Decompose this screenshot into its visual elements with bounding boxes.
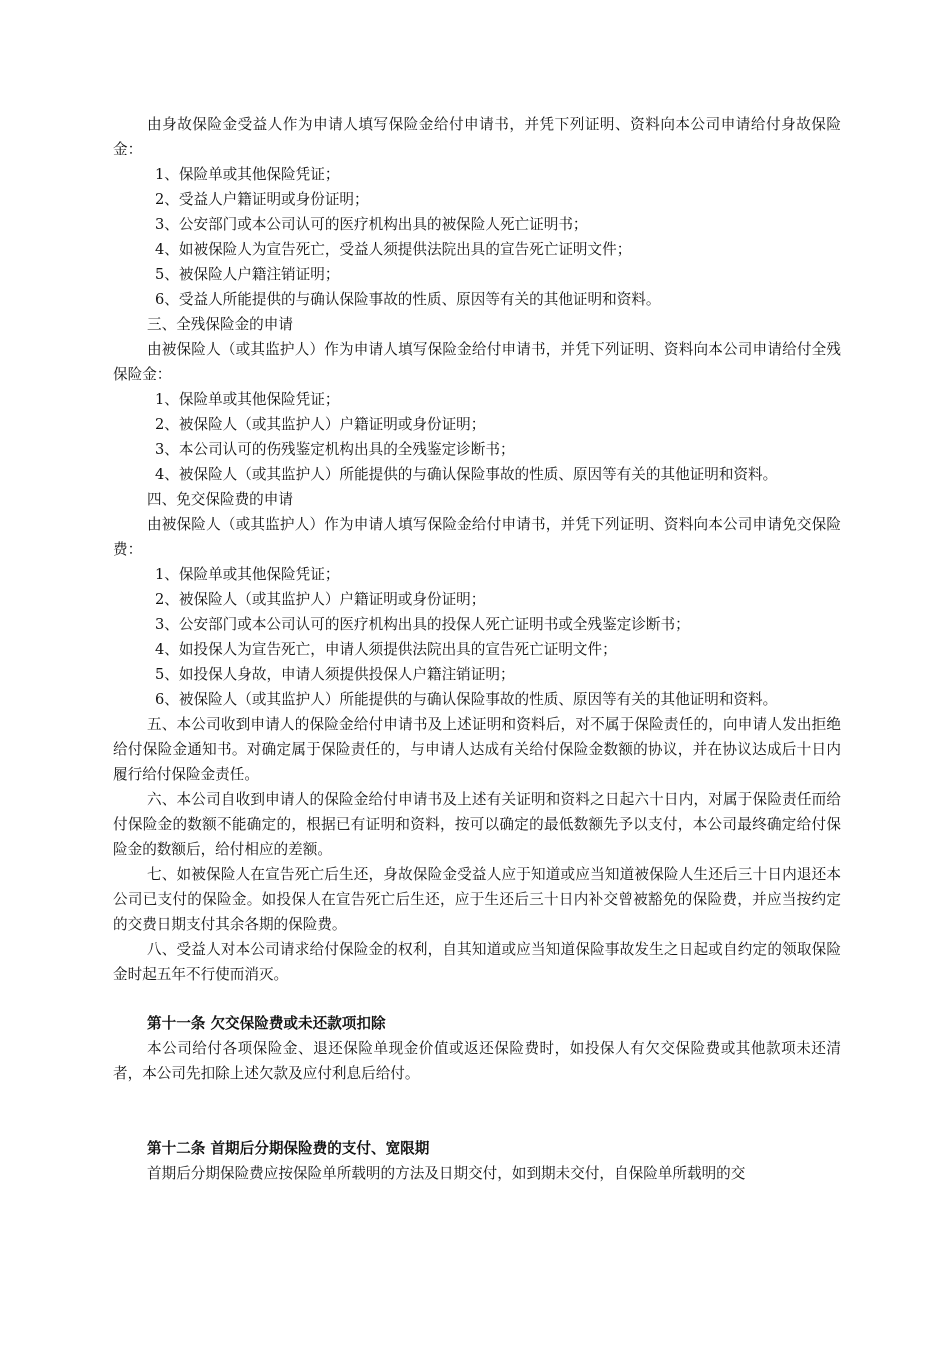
- disability-item-4: 4、被保险人（或其监护人）所能提供的与确认保险事故的性质、原因等有关的其他证明和资料。: [155, 466, 778, 483]
- clause-five: 五、本公司收到申请人的保险金给付申请书及上述证明和资料后，对不属于保险责任的，向申请人发出拒绝给付保险金通知书。对确定属于保险责任的，与申请人达成有关给付保险金数额的协议，并在协议达成后十日内履行给付保险金责任。: [113, 716, 841, 783]
- disability-intro: 由被保险人（或其监护人）作为申请人填写保险金给付申请书，并凭下列证明、资料向本公司申请给付全残保险金：: [113, 341, 841, 383]
- death-item-1: 1、保险单或其他保险凭证；: [155, 166, 340, 183]
- waiver-item-1: 1、保险单或其他保险凭证；: [155, 566, 340, 583]
- spacer: [113, 987, 841, 1011]
- waiver-item-2: 2、被保险人（或其监护人）户籍证明或身份证明；: [155, 591, 486, 608]
- death-item-2: 2、受益人户籍证明或身份证明；: [155, 191, 369, 208]
- death-item-4: 4、如被保险人为宣告死亡，受益人须提供法院出具的宣告死亡证明文件；: [155, 241, 632, 258]
- clause-six: 六、本公司自收到申请人的保险金给付申请书及上述有关证明和资料之日起六十日内，对属于保险责任而给付保险金的数额不能确定的，根据已有证明和资料，按可以确定的最低数额先予以支付，本公司最终确定给付保险金的数额后，给付相应的差额。: [113, 791, 841, 858]
- article-11-heading: 第十一条 欠交保险费或未还款项扣除: [147, 1015, 386, 1032]
- clause-eight: 八、受益人对本公司请求给付保险金的权利，自其知道或应当知道保险事故发生之日起或自约定的领取保险金时起五年不行使而消灭。: [113, 941, 841, 983]
- death-item-6: 6、受益人所能提供的与确认保险事故的性质、原因等有关的其他证明和资料。: [155, 291, 661, 308]
- disability-section-title: 三、全残保险金的申请: [147, 316, 293, 333]
- article-11-body: 本公司给付各项保险金、退还保险单现金价值或返还保险费时，如投保人有欠交保险费或其他款项未还清者，本公司先扣除上述欠款及应付利息后给付。: [113, 1040, 841, 1082]
- article-12-body: 首期后分期保险费应按保险单所载明的方法及日期交付，如到期未交付，自保险单所载明的交: [147, 1165, 746, 1182]
- disability-item-3: 3、本公司认可的伤残鉴定机构出具的全残鉴定诊断书；: [155, 441, 515, 458]
- waiver-item-5: 5、如投保人身故，申请人须提供投保人户籍注销证明；: [155, 666, 515, 683]
- death-item-3: 3、公安部门或本公司认可的医疗机构出具的被保险人死亡证明书；: [155, 216, 588, 233]
- clause-seven: 七、如被保险人在宣告死亡后生还，身故保险金受益人应于知道或应当知道被保险人生还后三十日内退还本公司已支付的保险金。如投保人在宣告死亡后生还，应于生还后三十日内补交曾被豁免的保险费，并应当按约定的交费日期支付其余各期的保险费。: [113, 866, 841, 933]
- waiver-intro: 由被保险人（或其监护人）作为申请人填写保险金给付申请书，并凭下列证明、资料向本公司申请免交保险费：: [113, 516, 841, 558]
- article-12-heading: 第十二条 首期后分期保险费的支付、宽限期: [147, 1140, 430, 1157]
- death-item-5: 5、被保险人户籍注销证明；: [155, 266, 340, 283]
- waiver-item-6: 6、被保险人（或其监护人）所能提供的与确认保险事故的性质、原因等有关的其他证明和资料。: [155, 691, 778, 708]
- waiver-item-4: 4、如投保人为宣告死亡，申请人须提供法院出具的宣告死亡证明文件；: [155, 641, 617, 658]
- document-page: [113, 112, 841, 1186]
- disability-item-2: 2、被保险人（或其监护人）户籍证明或身份证明；: [155, 416, 486, 433]
- death-benefit-intro: 由身故保险金受益人作为申请人填写保险金给付申请书，并凭下列证明、资料向本公司申请给付身故保险金：: [113, 116, 841, 158]
- waiver-item-3: 3、公安部门或本公司认可的医疗机构出具的投保人死亡证明书或全残鉴定诊断书；: [155, 616, 690, 633]
- disability-item-1: 1、保险单或其他保险凭证；: [155, 391, 340, 408]
- waiver-section-title: 四、免交保险费的申请: [147, 491, 293, 508]
- spacer: [113, 1086, 841, 1136]
